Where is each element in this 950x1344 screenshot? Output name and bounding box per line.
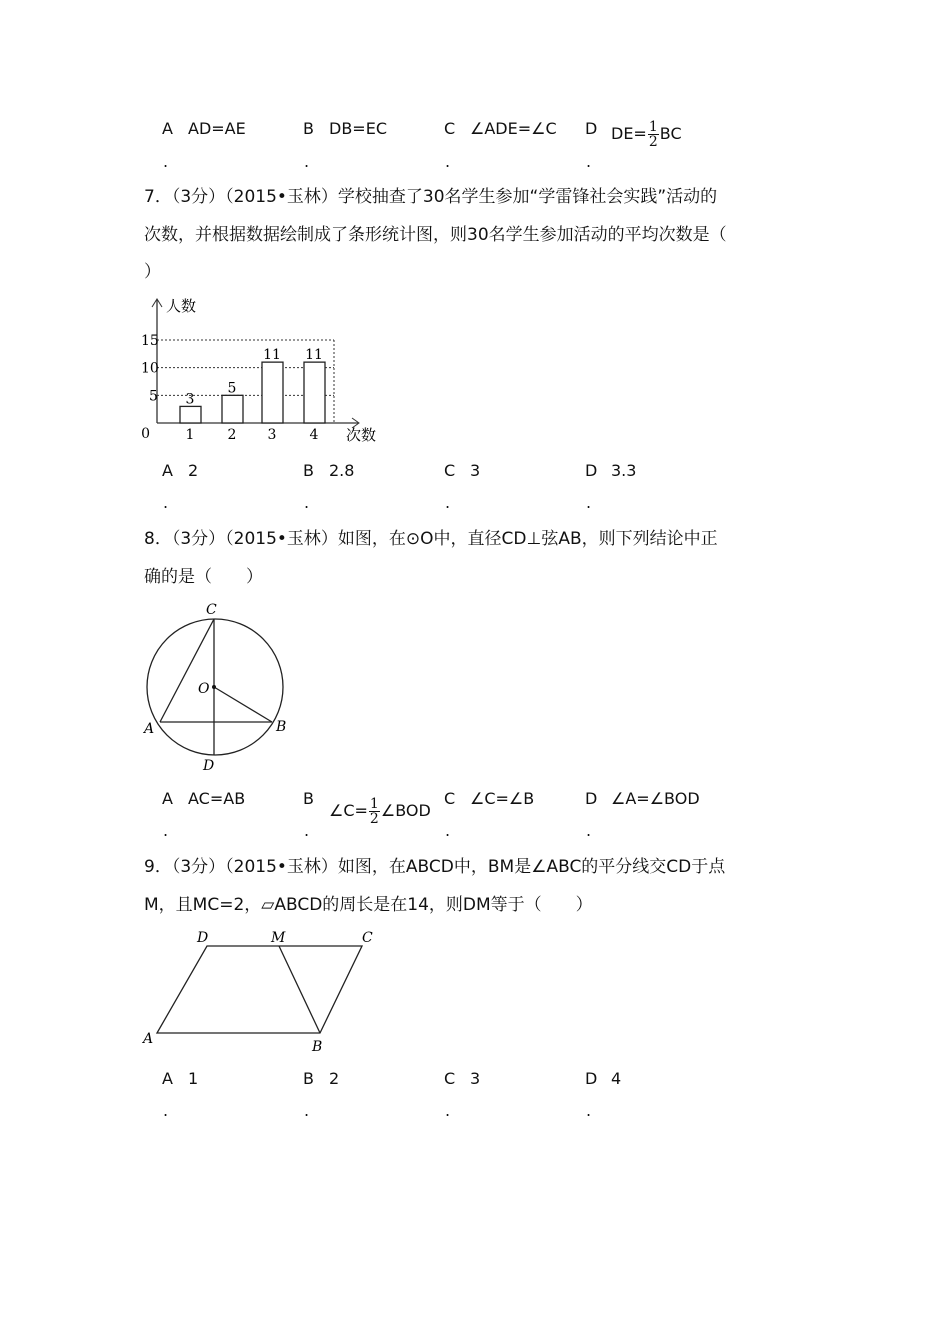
- label-b: B: [276, 719, 287, 735]
- dot: .: [304, 152, 310, 171]
- y-tick-label: 15: [141, 333, 159, 349]
- option-text: 2: [329, 1069, 340, 1088]
- q7-line-2: 次数，并根据数据绘制成了条形统计图，则30名学生参加活动的平均次数是（: [144, 225, 727, 245]
- dot: .: [304, 493, 310, 512]
- bisector-bm: [279, 946, 320, 1033]
- parallelogram-figure: [135, 925, 385, 1055]
- label-d: D: [197, 930, 209, 946]
- option-text: 1: [188, 1069, 199, 1088]
- option-text: 3: [470, 461, 481, 480]
- option-text: AD=AE: [188, 119, 246, 138]
- circle-figure: [135, 595, 305, 775]
- option-letter: C: [444, 1069, 456, 1088]
- dot: .: [163, 493, 169, 512]
- formula-pre: DE=: [611, 124, 647, 143]
- x-tick-label: 2: [227, 427, 237, 443]
- option-letter: C: [444, 119, 456, 138]
- q9-line-1: 9．（3分）（2015•玉林）如图，在ABCD中，BM是∠ABC的平分线交CD于点: [144, 857, 726, 877]
- option-text: [329, 797, 431, 826]
- label-c: C: [206, 602, 217, 618]
- option-letter: C: [444, 789, 456, 808]
- parallelogram-abcd: [157, 946, 362, 1033]
- y-tick-label: 5: [149, 388, 158, 405]
- option-text: 3: [470, 1069, 481, 1088]
- dot: .: [163, 821, 169, 840]
- option-letter: D: [585, 789, 598, 808]
- label-m: M: [271, 930, 286, 946]
- q8-line-2: 确的是（ ）: [144, 567, 263, 587]
- y-tick-label: 0: [141, 426, 150, 442]
- option-text: ∠ADE=∠C: [470, 119, 557, 138]
- dot: .: [304, 1101, 310, 1120]
- option-letter: B: [303, 1069, 314, 1088]
- bar: [262, 362, 283, 423]
- option-letter: D: [585, 1069, 598, 1088]
- option-letter: B: [303, 461, 314, 480]
- bar-value-label: 3: [185, 391, 195, 408]
- option-text: DB=EC: [329, 119, 387, 138]
- option-text: 3.3: [611, 461, 637, 480]
- x-axis-label: 次数: [346, 426, 377, 444]
- x-tick-label: 3: [267, 427, 277, 443]
- dot: .: [445, 493, 451, 512]
- denominator: 2: [369, 811, 379, 827]
- numerator: 1: [369, 796, 379, 812]
- option-letter: A: [162, 789, 173, 808]
- option-letter: C: [444, 461, 456, 480]
- formula-post: BC: [659, 124, 682, 143]
- label-a: A: [143, 1031, 154, 1047]
- bar-value-label: 5: [227, 380, 237, 397]
- fraction: [648, 120, 659, 149]
- dot: .: [586, 493, 592, 512]
- option-letter: B: [303, 789, 314, 808]
- bar-value-label: 11: [263, 347, 281, 364]
- dot: .: [445, 821, 451, 840]
- label-a: A: [144, 721, 155, 737]
- label-o: O: [198, 681, 210, 697]
- option-text: AC=AB: [188, 789, 246, 808]
- label-d: D: [203, 758, 215, 774]
- q8-line-1: 8．（3分）（2015•玉林）如图，在⊙O中，直径CD⊥弦AB，则下列结论中正: [144, 529, 718, 549]
- dot: .: [586, 821, 592, 840]
- formula-post: ∠BOD: [380, 801, 431, 820]
- bar-value-label: 11: [305, 347, 323, 364]
- center-point: [212, 685, 216, 689]
- numerator: 1: [648, 119, 658, 135]
- segment-ob: [214, 687, 272, 722]
- dot: .: [586, 152, 592, 171]
- q7-line-1: 7．（3分）（2015•玉林）学校抽查了30名学生参加“学雷锋社会实践”活动的: [144, 187, 718, 207]
- dot: .: [445, 1101, 451, 1120]
- denominator: 2: [648, 134, 658, 150]
- q9-line-2: M，且MC=2，▱ABCD的周长是在14，则DM等于（ ）: [144, 895, 593, 915]
- y-axis-label: 人数: [166, 297, 197, 315]
- y-tick-label: 10: [141, 360, 159, 377]
- option-letter: A: [162, 461, 173, 480]
- q7-line-3: ）: [144, 262, 161, 282]
- option-letter: A: [162, 1069, 173, 1088]
- option-text: 2: [188, 461, 199, 480]
- fraction: [369, 797, 380, 826]
- dot: .: [445, 152, 451, 171]
- dot: .: [163, 152, 169, 171]
- bar: [222, 395, 243, 423]
- dot: .: [304, 821, 310, 840]
- bar: [304, 362, 325, 423]
- option-letter: B: [303, 119, 314, 138]
- option-text: ∠C=∠B: [470, 789, 535, 808]
- formula-pre: ∠C=: [329, 801, 368, 820]
- label-c: C: [362, 930, 373, 946]
- option-letter: D: [585, 461, 598, 480]
- bar-chart: [130, 290, 400, 450]
- option-text: 4: [611, 1069, 622, 1088]
- dot: .: [163, 1101, 169, 1120]
- dot: .: [586, 1101, 592, 1120]
- option-letter: D: [585, 119, 598, 138]
- bar: [180, 406, 201, 423]
- x-tick-label: 4: [309, 427, 319, 443]
- x-tick-label: 1: [185, 427, 195, 443]
- segment-ac: [160, 619, 214, 722]
- label-b: B: [312, 1039, 323, 1055]
- option-text: 2.8: [329, 461, 355, 480]
- option-text: ∠A=∠BOD: [611, 789, 700, 808]
- option-letter: A: [162, 119, 173, 138]
- option-text: [611, 120, 682, 149]
